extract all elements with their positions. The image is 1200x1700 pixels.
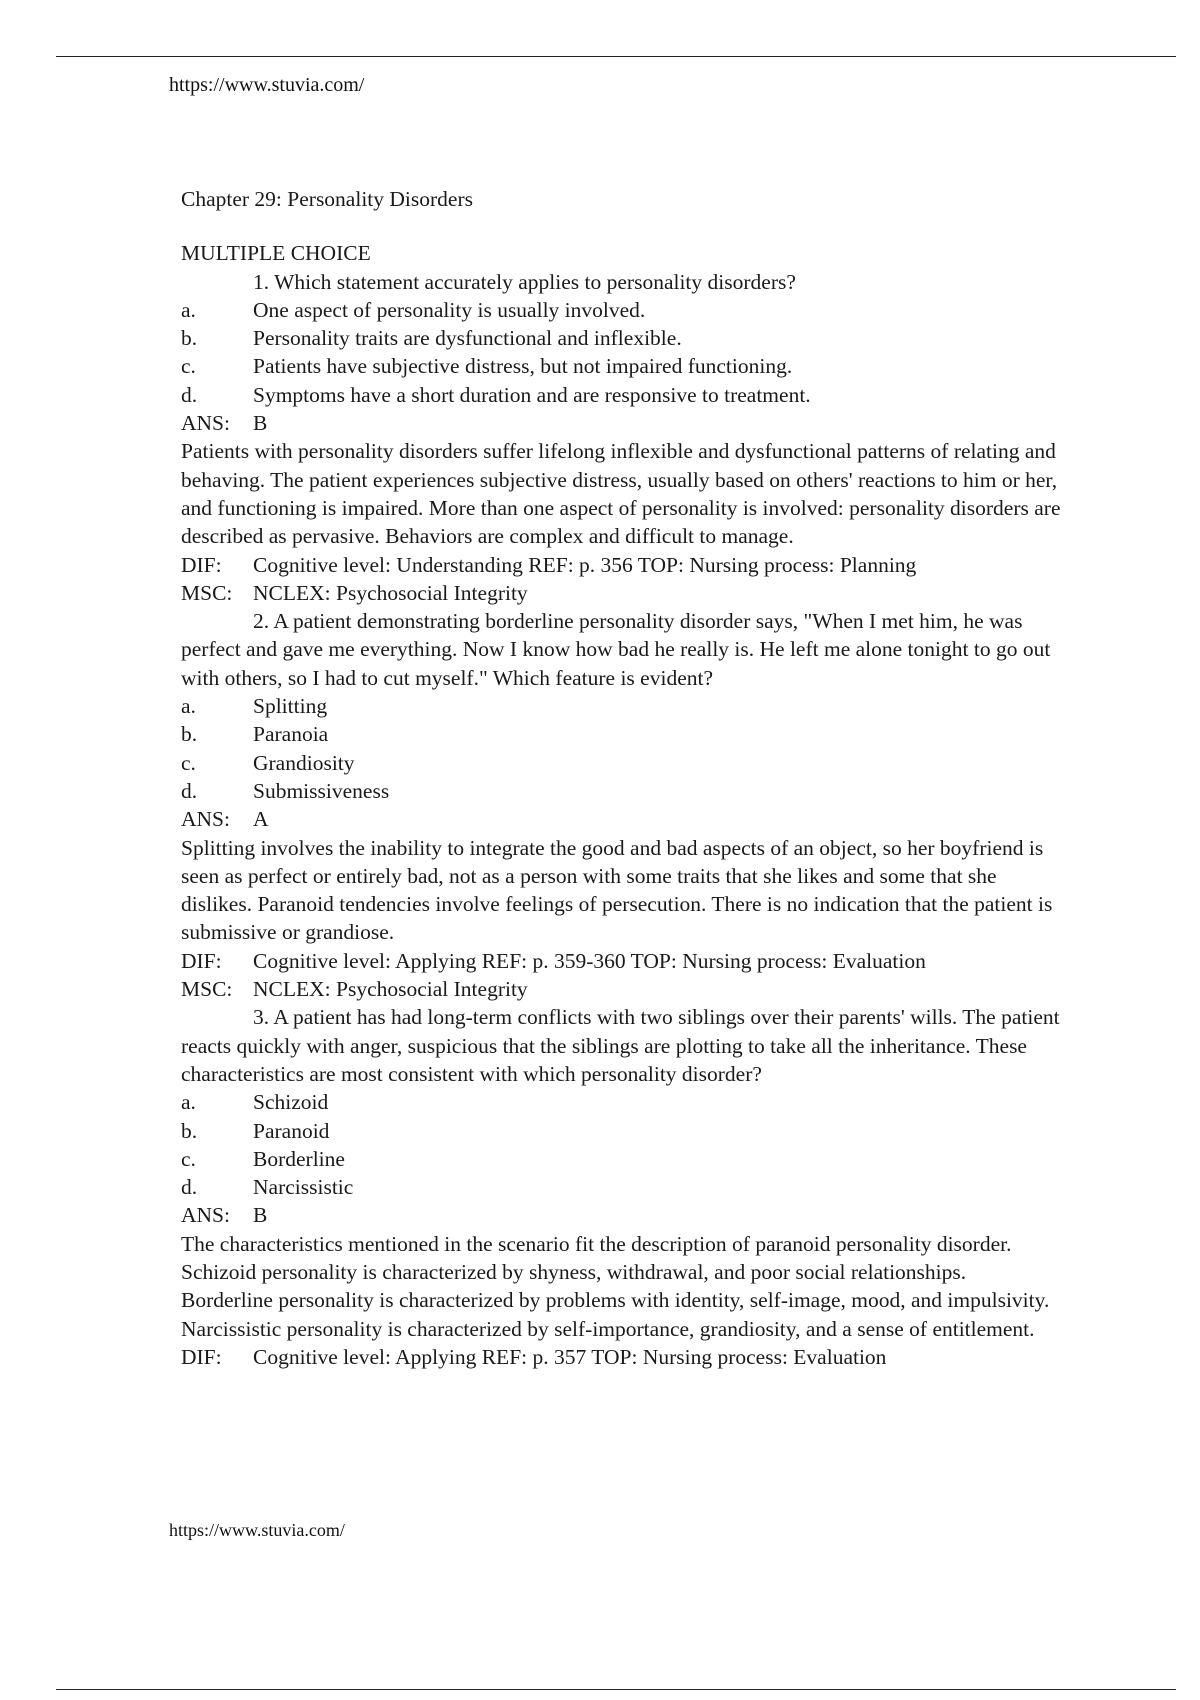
question-stem: 1. Which statement accurately applies to personality disorders?: [253, 269, 796, 294]
msc-line: MSC: NCLEX: Psychosocial Integrity: [181, 977, 528, 1002]
footer-rule: [56, 1689, 1176, 1690]
option-d: d. Narcissistic: [181, 1175, 354, 1200]
option-c: c. Grandiosity: [181, 750, 355, 775]
difficulty-line: DIF: Cognitive level: Applying REF: p. 357 TOP: Nursing process: Evaluation: [181, 1344, 887, 1369]
question-stem: 3. A patient has had long-term conflicts with two siblings over their parents' wills. The patient reacts quickly with anger, suspicious that the siblings are plotting to take all the inheritance. These characteristics are most consistent with which personality disorder?: [181, 1005, 1060, 1086]
section-title: MULTIPLE CHOICE: [181, 241, 371, 266]
option-d: d. Symptoms have a short duration and are responsive to treatment.: [181, 382, 811, 407]
option-a: a. Schizoid: [181, 1090, 329, 1115]
difficulty-line: DIF: Cognitive level: Applying REF: p. 359-360 TOP: Nursing process: Evaluation: [181, 948, 926, 973]
question-2: [181, 607, 1061, 1003]
header-url[interactable]: https://www.stuvia.com/: [169, 74, 365, 96]
rationale: The characteristics mentioned in the scenario fit the description of paranoid personality disorder. Schizoid personality is characterized by shyness, withdrawal, and poor social relationships. Borderline personality is characterized by problems with identity, self-image, mood, and impulsivity. Narcissistic personality is characterized by self-importance, grandiosity, and a sense of entitlement.: [181, 1231, 1050, 1341]
question-1: [181, 268, 1061, 608]
msc-line: MSC: NCLEX: Psychosocial Integrity: [181, 580, 528, 605]
question-stem: 2. A patient demonstrating borderline personality disorder says, "When I met him, he was perfect and gave me everything. Now I know how bad he really is. He left me alone tonight to go out with others, so I had to cut myself." Which feature is evident?: [181, 609, 1051, 690]
rationale: Patients with personality disorders suffer lifelong inflexible and dysfunctional patterns of relating and behaving. The patient experiences subjective distress, usually based on others' reactions to him or her, and functioning is impaired. More than one aspect of personality is involved: personality disorders are described as pervasive. Behaviors are complex and difficult to manage.: [181, 439, 1061, 549]
answer: ANS: A: [181, 807, 269, 832]
rationale: Splitting involves the inability to integrate the good and bad aspects of an object, so her boyfriend is seen as perfect or entirely bad, not as a person with some traits that she likes and some that she dislikes. Paranoid tendencies involve feelings of persecution. There is no indication that the patient is submissive or grandiose.: [181, 835, 1053, 945]
option-c: c. Patients have subjective distress, but not impaired functioning.: [181, 354, 793, 379]
chapter-title: Chapter 29: Personality Disorders: [181, 187, 473, 211]
option-b: b. Paranoid: [181, 1118, 330, 1143]
answer: ANS: B: [181, 1203, 268, 1228]
option-a: a. One aspect of personality is usually involved.: [181, 297, 646, 322]
footer-url[interactable]: https://www.stuvia.com/: [169, 1520, 345, 1540]
option-b: b. Personality traits are dysfunctional and inflexible.: [181, 326, 682, 351]
question-3: [181, 1003, 1061, 1371]
option-c: c. Borderline: [181, 1146, 345, 1171]
answer: ANS: B: [181, 411, 268, 436]
header-rule: [56, 56, 1176, 57]
document-body: [181, 185, 1061, 1371]
option-b: b. Paranoia: [181, 722, 329, 747]
option-a: a. Splitting: [181, 694, 328, 719]
option-d: d. Submissiveness: [181, 778, 390, 803]
difficulty-line: DIF: Cognitive level: Understanding REF: p. 356 TOP: Nursing process: Planning: [181, 552, 917, 577]
